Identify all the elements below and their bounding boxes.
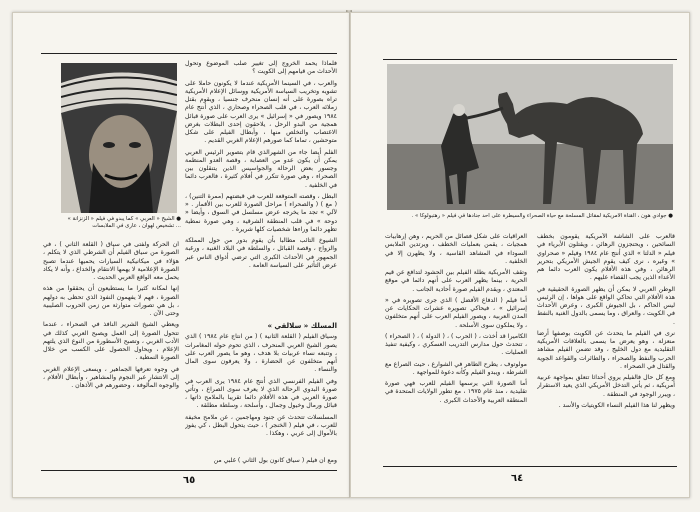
left-bottom-rule xyxy=(41,470,337,471)
page-number-65: ٦٥ xyxy=(183,475,196,486)
right-bottom-rule xyxy=(383,466,677,467)
sheikh-photo xyxy=(61,63,177,213)
paragraph: وفي الفيلم الفرنسي الذي أنتج عام ١٩٨٤ يرى العرب في صورة البدوي الرحالة الذي لا يعرف سوى الصراع ، وتأتي صورة العربي في هذه الأفلام دائما تقريبا بالملامح ذاتها ، قبائل ورمال وخيول وجمال ، وأسلحة ، وسلطة مطلقة . xyxy=(185,377,337,410)
paragraph: نرى في الفيلم ما يتحدث عن الكويت بوصفها أرضا منعزلة ، وهو يعرض ما يسمى بالعلاقات الأمريكية التقليدية مع دول الخليج ، وقد تضمن الفيلم مشاهد الحرب والنفط والصحراء ، والطائرات والقواعد الجوية والقتال في الصحراء . xyxy=(537,329,675,370)
paragraph: وتقف الأمريكية بطلة الفيلم بين الحشود لتدافع عن قيم الحرية ، بينما يظهر العرب على أنهم دائما في موقع المعتدي ، ويقدم الفيلم صورة أحادية الجانب . xyxy=(385,269,527,293)
paragraph: إنها لمكانة كثيرا ما يستطيعون أن يحققوا من هذه الصورة ، فهم لا يفهمون النفوذ الذي تحظى به دولهم ، بل هي تصورات متوارثة من زمن الحروب الصليبية وحتى الآن . xyxy=(43,285,179,317)
paragraph: في وجوه تعرفها الجماهير ، ويسعى الإعلام الغربي إلى الانتشار عبر النجوم والمشاهير ، وأبطال الأفلام ، والوجوه المألوفة ، وحضورهم في الأذهان . xyxy=(43,365,179,389)
paragraph: الشيوخ التائب مطالبا بأن يقوم بدور من حول المملكة والزواج ، وقصة القبائل ، والسلطة في البلاد الغنية ، ورغبة الجمهور في الأحداث الكبرى التي ترضي أذواق الناس عبر عرض التأثير على السياسة العامة . xyxy=(185,237,337,269)
paragraph: أما الصورة التي يرسمها الفيلم للعرب فهي صورة تقليدية ، منذ عام ١٩٧٥ ، مع تطور الولايات المتحدة في المنطقة العربية والأحداث الكبرى . xyxy=(385,380,527,404)
left-page-section xyxy=(185,316,337,454)
left-page-left-column xyxy=(43,241,179,453)
right-page xyxy=(350,12,690,498)
paragraph: وسياق الفيلم ( القلعة الثانية ) ( من انتاج عام ١٩٨٤ ) الذي يصور الشيخ العربي المنحرف ، الذي تحوم حوله المغامرات ، وتتبعه نساء عربيات بلا هدف ، وهو ما يصور العرب على أنهم متخلفون عن الحضارة ، ولا يعرفون سوى المال والنساء . xyxy=(185,333,337,374)
right-top-rule xyxy=(383,59,677,60)
sheikh-portrait-image xyxy=(61,63,177,213)
paragraph: ويظهر لنا هذا الفيلم النساء الكويتيات والأسد . xyxy=(558,401,675,409)
paragraph: أما فيلم ( الدفاع الأفضل ) الذي جرى تصويره في « إسرائيل » ، فيحاكي تصويره عشرات الحكايات عن المدن العربية ، ويصور الفيلم العرب على أنهم متخلفون ، ولا يملكون سوى الأسلحة . xyxy=(385,296,527,329)
paragraph: الكاميرا قد أخذت ، ( الحرب ) ، ( الدولة ) ، ( الصحراء ) ، تتحدث حول مدارس التدريب العسكري ، وكيفية تنفيذ العمليات . xyxy=(385,332,527,357)
left-page-right-column xyxy=(185,60,337,312)
left-page xyxy=(12,12,350,498)
left-top-rule xyxy=(41,53,337,54)
paragraph: أن الحركة ولفتى في سياق ( القلعة الثاني ) ، في الصورة من سياق الفيلم أن الشرطي الذي لا يتكلم ، هؤلاء في ميكانيكية السيارات يحميها عندما تصبح الصورة الإعلامية لا يهمها الانتقام والخداع ، وأنه لا يكاد يحمل معه الواقع العربي الحديث . xyxy=(43,241,179,281)
left-photo-caption: ● الشيخ « العربي » كما يبدو في فيلم « الزنزانة » ... تشخيص لهوان ، عارى في الملابسات xyxy=(67,216,181,229)
right-page-left-column xyxy=(385,233,527,461)
right-page-right-column xyxy=(537,233,675,461)
paragraph: الفلم أيضا جاء من الشهرالذي قام بتصوير الرئيس العربي يمكن أن يكون عدو من العصابة ، وقصة العدو المنظمة وجسور بعض الرحالة والجواسيس الذين يتنقلون بين الصحراء ، وهي صورة تتكرر في أفلام كثيرة ، فالعرب دائما في الخلفية . xyxy=(185,148,337,189)
camel-scene-image xyxy=(387,64,673,210)
paragraph: الوطن العربي لا يمكن أن يظهر الصورة الحقيقية في هذه الأفلام التي تحاكي الواقع على هواها ، إن الرئيس ليس الحاكم ، بل الجيوش الكبرى ، وعرض الأحداث في الكويت ، والعراق ، وما يسمى بالدول الغنية بالنفط . xyxy=(537,285,675,326)
paragraph: قالعرب على الشاشة الأمريكية يقومون بخطف السائحين ، ويحتجزون الرهائن ، ويقتلون الأبرياء في فيلم « الدلتا » الذي أنتج عام ١٩٨٤ وفيلم « صحراوي » وغيره ، نرى كيف يقوم الجيش الأمريكي بتحرير الرهائن ، وفي هذه الأفلام يكون العرب دائما هم الأعداء الذين يجب القضاء عليهم . xyxy=(537,233,675,282)
paragraph: المسلسلات تتحدث عن جنود ومهاجمين ، عن ملامح مخيفة للعرب ، في فيلم ( الخنجر ) ، حيث يتحول البطل ، كي يفوز بالأموال إلى عربي ، وهكذا . xyxy=(185,413,337,437)
left-page-footer-line: ومع أن فيلم ( سياق كانون بول الثاني ) غلبي من xyxy=(213,457,337,464)
desert-camel-photo xyxy=(387,64,673,210)
paragraph: ويعطي الشيخ الشرير النافذ في الصحراء ، عندما تتحول الصورة إلى العمل ويصبح العربي كذلك في الأدب الغربي ، وتصبح الأسطورة من النوع الذي يلتهم الإعلام ، ويحاول الحصول على الكسب من خلال الصورة النمطية . xyxy=(43,321,179,362)
paragraph: والعرب ، في السينما الأمريكية عندما لا يكونون حاملا على تشويه وتخريب السياسة الأمريكية ووسائل الإعلام الأمريكية تراه بصورة على أنه إنسان منحرف جنسيا ، ويقوم بقتل زملائه العرب ، في قلب الصحراء وصحاري ، الذي أنتج عام ١٩٨٤ ويصور في « إسرائيل » يرى العرب على صورة قبائل همجية من البدو الرحل ، يلاحقون إحدى البطلات بغرض الاغتصاب والتخلص منها ، وأبطال الفيلم على شكل متوحشين ، تماما كما صورهم الإعلام الغربي القديم . xyxy=(185,79,337,145)
paragraph: العراقيات على شكل فصائل من الحريم ، وهن إرهابيات همجيات ، يقمن بعمليات الخطف ، ويرتدين الملابس السوداء في المشاهد القاسية ، ولا يظهرن إلا في الخلفية . xyxy=(385,233,527,265)
right-photo-caption: ● جوادي هون ، القناة الأمريكية لمقاتل المسلحة مع حياة الصحراء والسيطرة على أحد جنادها في فيلم « رهتبولوكا » . xyxy=(411,213,673,219)
paragraph: البطل ، وقصته المتوقعة للعرب في قبضتهم (ممرة التنين) ، ( مع ) ( والصحراء ) مراحل الصورة للعرب بين الأقمار . « لآلي » تجد ما يخرجه عرض مسلسل في السوق ، وأيضا « دوحة » في قلب المنطقة الشرقية ، وهي صورة نمطية تظهر دائما وراءها شخصيات كلها شريرة . xyxy=(185,192,337,233)
paragraph: ومع كل حال فالفيلم يروي أحداثا تتعلق بمواجهة عربية أمريكية ، ثم يأتي التدخل الأمريكي الذي يعيد الاستقرار ، ويبرر الوجود في المنطقة . xyxy=(537,374,675,398)
section-heading: المسلك « سلالقي » xyxy=(267,322,337,330)
paragraph: فلماذا يحمد الخروج إلى تغيير صلب الموضوع وتحول الأحداث من قيامهم إلى الكويت ؟ xyxy=(185,60,337,76)
paragraph: مولوتوف ، يطرح الطاهر في الشوارع ، حيث الصراع مع الشرطة ، ويبدو الفيلم وكأنه دعوة للمواجهة . xyxy=(385,360,527,376)
page-number-64: ٦٤ xyxy=(511,473,524,484)
